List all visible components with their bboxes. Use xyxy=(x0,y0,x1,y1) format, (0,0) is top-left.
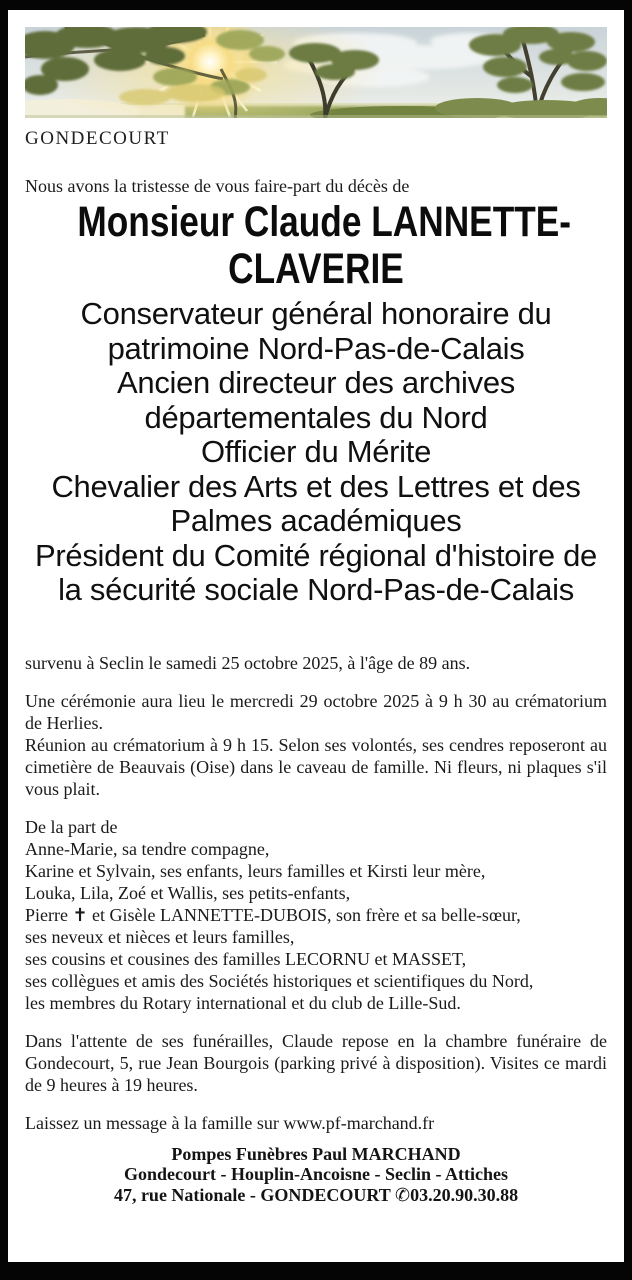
family-intro: De la part de xyxy=(25,816,118,837)
family-grandchildren: Louka, Lila, Zoé et Wallis, ses petits-enfants, xyxy=(25,882,351,903)
family-brother: Pierre ✝ et Gisèle LANNETTE-DUBOIS, son frère et sa belle-sœur, xyxy=(25,904,521,925)
family-rotary: les membres du Rotary international et du club de Lille-Sud. xyxy=(25,992,461,1013)
message-line: Laissez un message à la famille sur www.pf-marchand.fr xyxy=(25,1112,435,1133)
title-chevalier: Chevalier des Arts et des Lettres et des Palmes académiques xyxy=(51,468,581,538)
funeral-home-phone: 03.20.90.30.88 xyxy=(410,1184,519,1205)
commune-label: GONDECOURT xyxy=(25,128,170,149)
intro-line: Nous avons la tristesse de vous faire-part du décès de xyxy=(25,176,410,196)
funeral-home-block xyxy=(25,1144,607,1207)
family-colleagues: ses collègues et amis des Sociétés historiques et scientifiques du Nord, xyxy=(25,970,534,991)
honorific-titles xyxy=(25,297,607,608)
deceased-name-line-1: Monsieur Claude LANNETTE- xyxy=(77,198,572,246)
ceremony-paragraph xyxy=(25,690,607,800)
header-photo xyxy=(25,27,607,118)
phone-icon: ✆ xyxy=(394,1184,411,1206)
notice-body xyxy=(25,652,607,1134)
ceremony-line-1: Une cérémonie aura lieu le mercredi 29 octobre 2025 à 9 h 30 au crématorium de Herlies. xyxy=(25,690,607,733)
death-line: survenu à Seclin le samedi 25 octobre 2025, à l'âge de 89 ans. xyxy=(25,652,471,673)
family-companion: Anne-Marie, sa tendre compagne, xyxy=(25,838,270,859)
funeral-home-address: 47, rue Nationale - GONDECOURT xyxy=(113,1184,391,1205)
funeral-home-contact xyxy=(25,1185,607,1207)
funeral-home-locations: Gondecourt - Houplin-Ancoisne - Seclin - Attiches xyxy=(123,1164,508,1184)
ceremony-line-2: Réunion au crématorium à 9 h 15. Selon ses volontés, ses cendres reposeront au cimetière de Beauvais (Oise) dans le caveau de famille. Ni fleurs, ni plaques s'il vous plait. xyxy=(25,734,607,799)
family-list xyxy=(25,816,607,1014)
funeral-home-name: Pompes Funèbres Paul MARCHAND xyxy=(171,1143,461,1164)
trees-sunlight-image xyxy=(25,27,607,118)
deceased-name xyxy=(25,199,607,293)
waiting-paragraph: Dans l'attente de ses funérailles, Claude repose en la chambre funéraire de Gondecourt, 5, rue Jean Bourgois (parking privé à disposition). Visites ce mardi de 9 heures à 19 heures. xyxy=(25,1030,607,1095)
title-officier: Officier du Mérite xyxy=(200,434,432,469)
title-directeur: Ancien directeur des archives départementales du Nord xyxy=(117,365,515,435)
deceased-name-line-2: CLAVERIE xyxy=(228,245,404,293)
title-president: Président du Comité régional d'histoire de la sécurité sociale Nord-Pas-de-Calais xyxy=(35,537,597,607)
family-cousins: ses cousins et cousines des familles LECORNU et MASSET, xyxy=(25,948,467,969)
family-nephews: ses neveux et nièces et leurs familles, xyxy=(25,926,295,947)
family-children: Karine et Sylvain, ses enfants, leurs familles et Kirsti leur mère, xyxy=(25,860,486,881)
title-conservateur: Conservateur général honoraire du patrimoine Nord-Pas-de-Calais xyxy=(80,296,552,366)
